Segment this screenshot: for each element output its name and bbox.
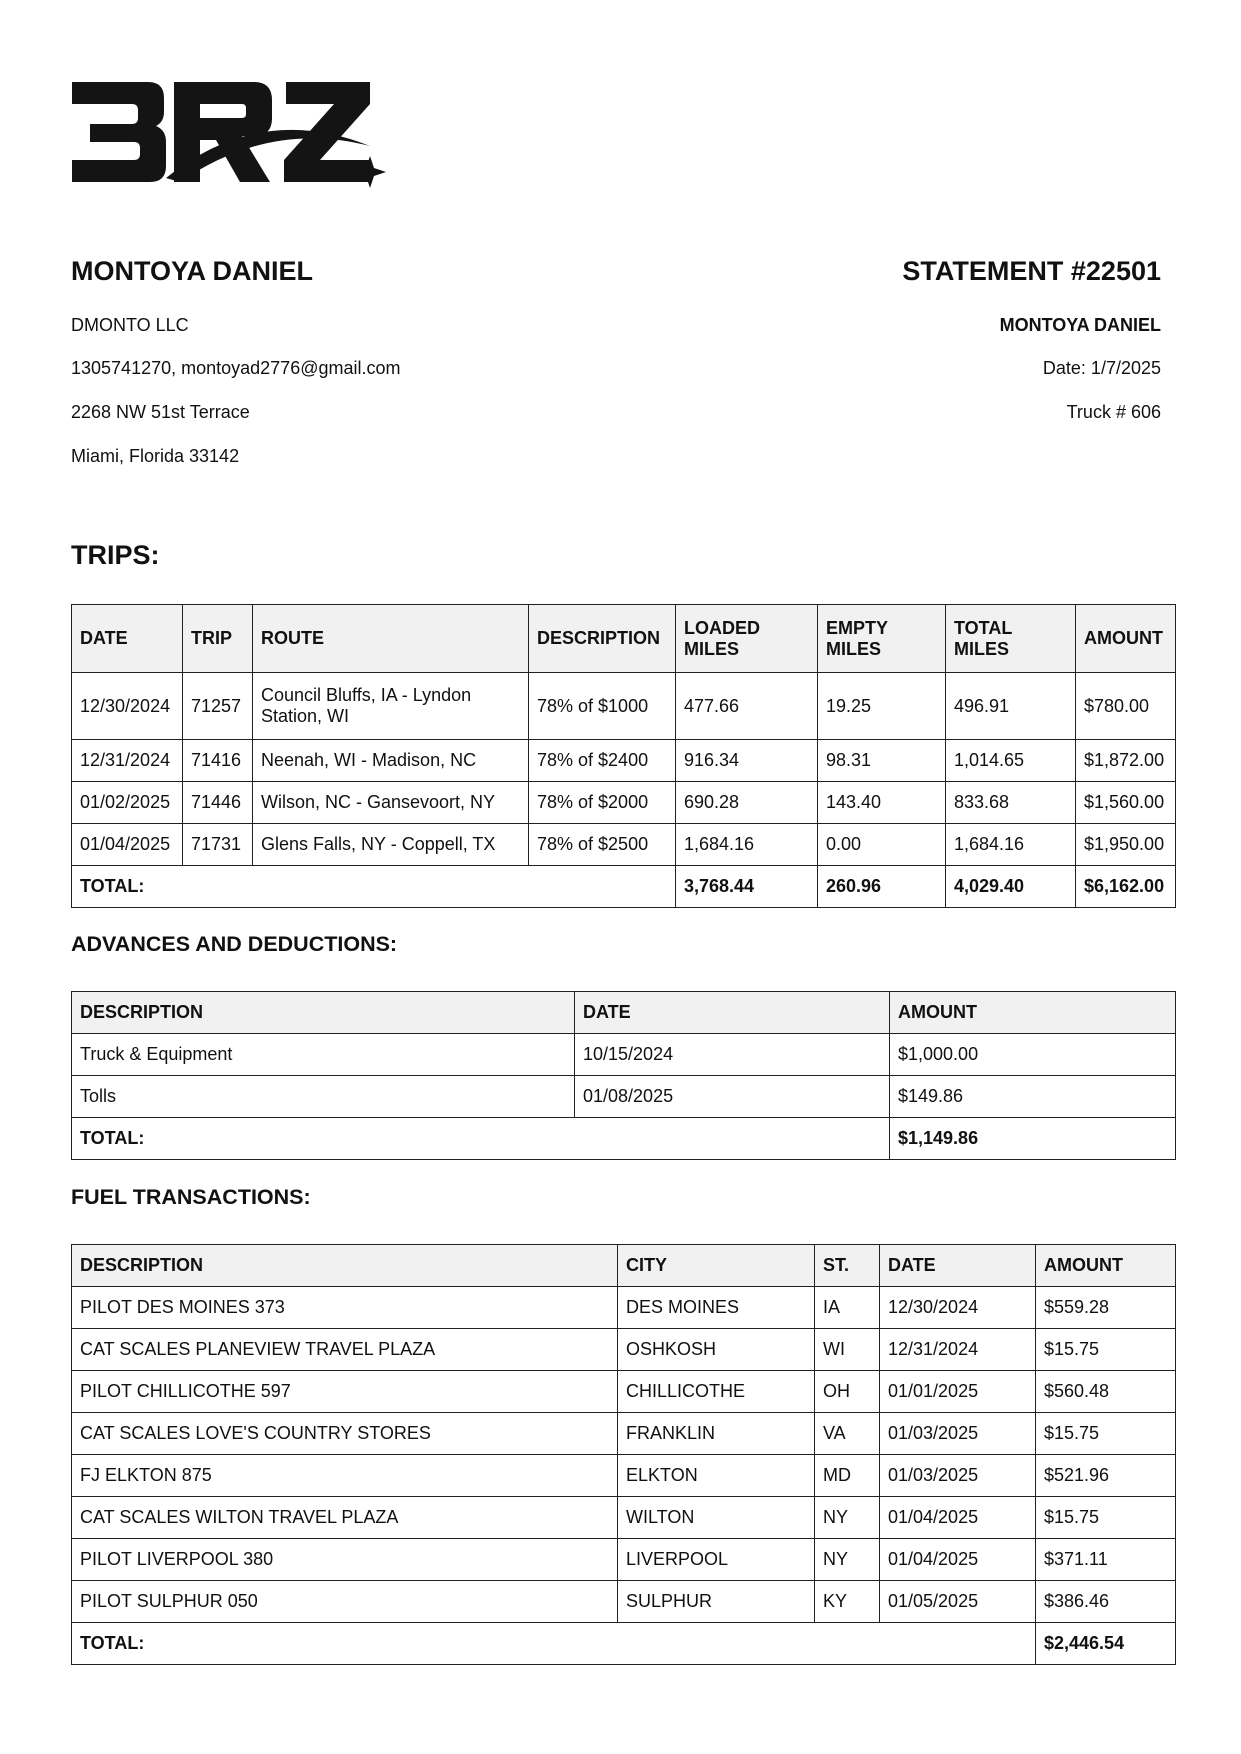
total-label: TOTAL: — [72, 1623, 1036, 1665]
trip-empty-miles: 98.31 — [818, 740, 946, 782]
column-header: ROUTE — [253, 605, 529, 673]
fuel-date: 01/01/2025 — [880, 1371, 1036, 1413]
fuel-state: NY — [815, 1539, 880, 1581]
table-row — [72, 740, 1176, 782]
trip-number: 71731 — [183, 824, 253, 866]
advance-description: Truck & Equipment — [72, 1034, 575, 1076]
column-header: LOADED MILES — [676, 605, 818, 673]
statement-title: STATEMENT #22501 — [902, 256, 1161, 286]
fuel-amount: $560.48 — [1036, 1371, 1176, 1413]
advance-description: Tolls — [72, 1076, 575, 1118]
fuel-city: FRANKLIN — [618, 1413, 815, 1455]
table-row — [72, 1413, 1176, 1455]
statement-date: Date: 1/7/2025 — [1042, 358, 1161, 378]
column-header: DESCRIPTION — [72, 992, 575, 1034]
total-label: TOTAL: — [72, 1118, 890, 1160]
trip-date: 01/04/2025 — [72, 824, 183, 866]
advances-total-row — [72, 1118, 1176, 1160]
total-amount: $1,149.86 — [890, 1118, 1176, 1160]
address-line-2: Miami, Florida 33142 — [71, 446, 240, 466]
fuel-amount: $15.75 — [1036, 1329, 1176, 1371]
advance-date: 10/15/2024 — [575, 1034, 890, 1076]
trip-route: Neenah, WI - Madison, NC — [253, 740, 529, 782]
trip-route: Council Bluffs, IA - Lyndon Station, WI — [253, 673, 529, 740]
trip-loaded-miles: 690.28 — [676, 782, 818, 824]
fuel-city: CHILLICOTHE — [618, 1371, 815, 1413]
table-row — [72, 1034, 1176, 1076]
trip-amount: $1,950.00 — [1076, 824, 1176, 866]
fuel-amount: $371.11 — [1036, 1539, 1176, 1581]
table-row — [72, 782, 1176, 824]
table-row — [72, 1581, 1176, 1623]
fuel-description: PILOT DES MOINES 373 — [72, 1287, 618, 1329]
total-amount: $6,162.00 — [1076, 866, 1176, 908]
fuel-state: VA — [815, 1413, 880, 1455]
table-row — [72, 673, 1176, 740]
trip-route: Glens Falls, NY - Coppell, TX — [253, 824, 529, 866]
advances-table — [71, 991, 1176, 1160]
trip-description: 78% of $2400 — [529, 740, 676, 782]
company-name: DMONTO LLC — [71, 315, 189, 335]
column-header: CITY — [618, 1245, 815, 1287]
fuel-state: IA — [815, 1287, 880, 1329]
total-miles: 4,029.40 — [946, 866, 1076, 908]
column-header: DATE — [575, 992, 890, 1034]
trip-loaded-miles: 477.66 — [676, 673, 818, 740]
fuel-state: WI — [815, 1329, 880, 1371]
fuel-section-title: FUEL TRANSACTIONS: — [71, 1185, 311, 1209]
fuel-city: OSHKOSH — [618, 1329, 815, 1371]
column-header: EMPTY MILES — [818, 605, 946, 673]
fuel-description: CAT SCALES PLANEVIEW TRAVEL PLAZA — [72, 1329, 618, 1371]
trip-loaded-miles: 1,684.16 — [676, 824, 818, 866]
advances-header-row — [72, 992, 1176, 1034]
trip-number: 71257 — [183, 673, 253, 740]
fuel-amount: $15.75 — [1036, 1497, 1176, 1539]
trip-total-miles: 833.68 — [946, 782, 1076, 824]
statement-driver-name: MONTOYA DANIEL — [999, 315, 1161, 335]
trip-total-miles: 496.91 — [946, 673, 1076, 740]
column-header: DESCRIPTION — [529, 605, 676, 673]
column-header: DATE — [72, 605, 183, 673]
column-header: AMOUNT — [1076, 605, 1176, 673]
table-row — [72, 1076, 1176, 1118]
column-header: TRIP — [183, 605, 253, 673]
trip-loaded-miles: 916.34 — [676, 740, 818, 782]
trip-amount: $780.00 — [1076, 673, 1176, 740]
fuel-description: PILOT LIVERPOOL 380 — [72, 1539, 618, 1581]
trip-total-miles: 1,014.65 — [946, 740, 1076, 782]
column-header: ST. — [815, 1245, 880, 1287]
driver-name-heading: MONTOYA DANIEL — [71, 256, 314, 286]
trip-total-miles: 1,684.16 — [946, 824, 1076, 866]
column-header: AMOUNT — [890, 992, 1176, 1034]
fuel-date: 01/05/2025 — [880, 1581, 1036, 1623]
column-header: TOTAL MILES — [946, 605, 1076, 673]
total-amount: $2,446.54 — [1036, 1623, 1176, 1665]
advance-amount: $1,000.00 — [890, 1034, 1176, 1076]
table-row — [72, 1371, 1176, 1413]
fuel-description: PILOT CHILLICOTHE 597 — [72, 1371, 618, 1413]
fuel-description: CAT SCALES LOVE'S COUNTRY STORES — [72, 1413, 618, 1455]
column-header: DATE — [880, 1245, 1036, 1287]
fuel-city: DES MOINES — [618, 1287, 815, 1329]
trip-number: 71416 — [183, 740, 253, 782]
fuel-amount: $521.96 — [1036, 1455, 1176, 1497]
fuel-table — [71, 1244, 1176, 1665]
fuel-state: KY — [815, 1581, 880, 1623]
fuel-date: 12/30/2024 — [880, 1287, 1036, 1329]
table-row — [72, 1497, 1176, 1539]
fuel-state: OH — [815, 1371, 880, 1413]
table-row — [72, 1539, 1176, 1581]
fuel-date: 01/03/2025 — [880, 1413, 1036, 1455]
fuel-description: FJ ELKTON 875 — [72, 1455, 618, 1497]
trip-empty-miles: 0.00 — [818, 824, 946, 866]
trip-date: 12/30/2024 — [72, 673, 183, 740]
table-row — [72, 1455, 1176, 1497]
trip-amount: $1,560.00 — [1076, 782, 1176, 824]
trips-table — [71, 604, 1176, 908]
total-label: TOTAL: — [72, 866, 676, 908]
advance-date: 01/08/2025 — [575, 1076, 890, 1118]
fuel-state: MD — [815, 1455, 880, 1497]
fuel-state: NY — [815, 1497, 880, 1539]
trip-date: 01/02/2025 — [72, 782, 183, 824]
trip-number: 71446 — [183, 782, 253, 824]
trips-section-title: TRIPS: — [71, 540, 160, 570]
total-empty-miles: 260.96 — [818, 866, 946, 908]
fuel-city: LIVERPOOL — [618, 1539, 815, 1581]
trip-description: 78% of $2500 — [529, 824, 676, 866]
fuel-amount: $386.46 — [1036, 1581, 1176, 1623]
fuel-amount: $559.28 — [1036, 1287, 1176, 1329]
fuel-date: 01/04/2025 — [880, 1539, 1036, 1581]
trip-description: 78% of $2000 — [529, 782, 676, 824]
fuel-city: WILTON — [618, 1497, 815, 1539]
company-logo — [70, 78, 390, 198]
trip-date: 12/31/2024 — [72, 740, 183, 782]
advance-amount: $149.86 — [890, 1076, 1176, 1118]
total-loaded-miles: 3,768.44 — [676, 866, 818, 908]
trips-total-row — [72, 866, 1176, 908]
column-header: DESCRIPTION — [72, 1245, 618, 1287]
fuel-date: 01/04/2025 — [880, 1497, 1036, 1539]
fuel-amount: $15.75 — [1036, 1413, 1176, 1455]
fuel-date: 12/31/2024 — [880, 1329, 1036, 1371]
trip-amount: $1,872.00 — [1076, 740, 1176, 782]
fuel-header-row — [72, 1245, 1176, 1287]
fuel-description: CAT SCALES WILTON TRAVEL PLAZA — [72, 1497, 618, 1539]
table-row — [72, 824, 1176, 866]
trip-empty-miles: 19.25 — [818, 673, 946, 740]
table-row — [72, 1329, 1176, 1371]
contact-info: 1305741270, montoyad2776@gmail.com — [71, 358, 401, 378]
address-line-1: 2268 NW 51st Terrace — [71, 402, 250, 422]
trips-header-row — [72, 605, 1176, 673]
fuel-total-row — [72, 1623, 1176, 1665]
trip-empty-miles: 143.40 — [818, 782, 946, 824]
fuel-city: ELKTON — [618, 1455, 815, 1497]
fuel-description: PILOT SULPHUR 050 — [72, 1581, 618, 1623]
trip-description: 78% of $1000 — [529, 673, 676, 740]
fuel-date: 01/03/2025 — [880, 1455, 1036, 1497]
column-header: AMOUNT — [1036, 1245, 1176, 1287]
table-row — [72, 1287, 1176, 1329]
truck-number: Truck # 606 — [1066, 402, 1161, 422]
advances-section-title: ADVANCES AND DEDUCTIONS: — [71, 932, 398, 956]
fuel-city: SULPHUR — [618, 1581, 815, 1623]
trip-route: Wilson, NC - Gansevoort, NY — [253, 782, 529, 824]
